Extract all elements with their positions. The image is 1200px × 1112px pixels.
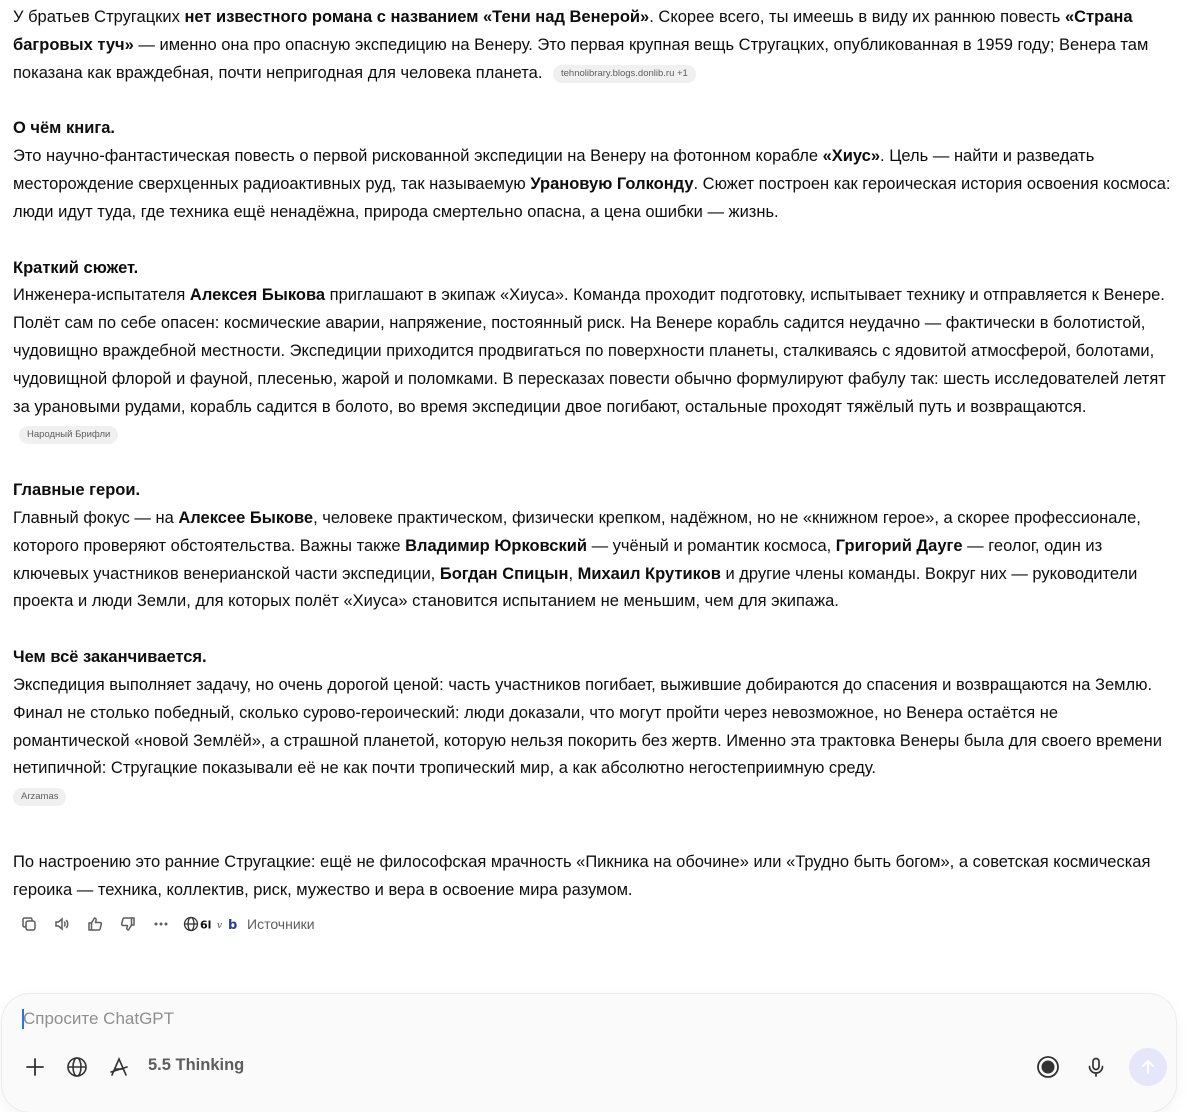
answer-paragraph-intro: [13, 4, 1173, 87]
source-citation-pill[interactable]: tehnolibrary.blogs.donlib.ru +1: [553, 65, 696, 83]
tools-icon: [108, 1056, 130, 1078]
read-aloud-icon: [53, 915, 71, 933]
text: и другие члены команды. Вокруг них — руководители проекта и люди Земли, для которых полёт «Хиуса» становится испытанием не меньшим, чем для экипажа.: [13, 564, 1138, 611]
text: , человеке практическом, физически крепком, надёжном, но не «книжном герое», а скорее профессионале, которого проверяют обстоятельства. Важны также: [13, 508, 1141, 555]
text: ,: [568, 564, 578, 583]
svg-text:6l: 6l: [200, 918, 212, 932]
b-favicon: [227, 916, 241, 932]
section-heading: О чём книга.: [13, 119, 115, 138]
microphone-icon: [1085, 1056, 1107, 1078]
web-search-button[interactable]: [62, 1052, 92, 1082]
plus-icon: [24, 1056, 46, 1078]
message-action-bar: [12, 912, 315, 936]
svg-text:v: v: [217, 921, 223, 931]
text: Главный фокус — на: [13, 508, 179, 527]
more-icon: [152, 915, 170, 933]
bold-text: Богдан Спицын: [439, 564, 569, 583]
section-heading: Краткий сюжет.: [13, 258, 139, 277]
text: По настроению это ранние Стругацкие: ещё не философская мрачность «Пикника на обочине» или «Трудно быть богом», а советская космическая героика — техника, коллектив, риск, мужество и вера в освоение мира разумом.: [13, 852, 1151, 899]
thumbs-down-button[interactable]: [111, 912, 144, 936]
section-heading: Главные герои.: [13, 481, 141, 500]
send-icon: [1139, 1058, 1157, 1076]
text: . Цель — найти и разведать месторождение сверхценных радиоактивных руд, так называемую: [13, 147, 1095, 193]
thumbs-down-icon: [119, 915, 137, 933]
text: Это научно-фантастическая повесть о первой рискованной экспедиции на Венеру на фотонном корабле: [13, 147, 823, 166]
sources-button[interactable]: [183, 916, 315, 932]
model-selector[interactable]: 5.5 Thinking: [148, 1056, 245, 1074]
answer-paragraph-about: [13, 115, 1173, 226]
more-options-button[interactable]: [144, 912, 177, 936]
bold-text: Михаил Крутиков: [577, 564, 721, 583]
dictate-button[interactable]: [1081, 1052, 1111, 1082]
prompt-input[interactable]: [23, 1006, 923, 1032]
voice-mode-button[interactable]: [1033, 1052, 1063, 1082]
answer-paragraph-heroes: [13, 477, 1173, 616]
text: . Сюжет построен как героическая история освоения космоса: люди идут туда, где техника ещё ненадёжна, природа смертельно опасна, а цена ошибки — жизнь.: [13, 174, 1171, 221]
thumbs-up-button[interactable]: [78, 912, 111, 936]
bold-text: нет известного романа с названием «Тени над Венерой»: [184, 8, 650, 26]
text: приглашают в экипаж «Хиуса». Команда проходит подготовку, испытывает технику и отправляется к Венере. Полёт сам по себе опасен: космические аварии, напряжение, постоянный риск. На Венере корабль садится неудачно — фактически в болотистой, чудовищно враждебной местности. Экспедиции приходится продвигаться по поверхности планеты, сталкиваясь с ядовитой атмосферой, болотами, чудовищной флорой и фауной, плесенью, жарой и поломками. В пересказах повести обычно формулируют фабулу так: шесть исследователей летят за урановыми рудами, корабль садится в болото, во время экспедиции двое погибают, остальные проходят тяжёлый путь и возвращаются.: [13, 286, 1166, 416]
6l-favicon: [199, 916, 215, 932]
voice-mode-icon: [1036, 1055, 1060, 1079]
source-citation-pill[interactable]: Народный Брифли: [19, 426, 118, 444]
bold-text: «Хиус»: [822, 147, 881, 166]
add-attachment-button[interactable]: [20, 1052, 50, 1082]
copy-button[interactable]: [12, 912, 45, 936]
copy-icon: [20, 915, 38, 933]
section-heading: Чем всё заканчивается.: [13, 648, 207, 667]
sources-label: Источники: [247, 916, 315, 932]
bold-text: Владимир Юрковский: [405, 536, 588, 555]
tools-button[interactable]: [104, 1052, 134, 1082]
text: . Скорее всего, ты имеешь в виду их раннюю повесть: [649, 8, 1065, 26]
bold-text: Алексее Быкове: [178, 508, 314, 527]
thumbs-up-icon: [86, 915, 104, 933]
text: Экспедиция выполняет задачу, но очень дорогой ценой: часть участников погибает, выжившие добираются до спасения и возвращаются на Землю. Финал не столько победный, сколько сурово-героический: люди доказали, что могут пройти через невозможное, но Венера остаётся не романтической «новой Землёй», а страшной планетой, которую нельзя покорить без жертв. Именно эта трактовка Венеры была для своего времени нетипичной: Стругацкие показывали её не как почти тропический мир, а как абсолютно негостеприимную среду.: [13, 675, 1162, 778]
bold-text: Алексея Быкова: [189, 286, 326, 305]
bold-text: Григорий Дауге: [835, 536, 963, 555]
read-aloud-button[interactable]: [45, 912, 78, 936]
v-favicon: [215, 916, 227, 932]
answer-paragraph-mood: [13, 849, 1173, 905]
globe-icon: [66, 1056, 88, 1078]
answer-paragraph-ending: [13, 644, 1173, 811]
text: — именно она про опасную экспедицию на Венеру. Это первая крупная вещь Стругацких, опубликованная в 1959 году; Венера там показана как враждебная, почти непригодная для человека планета.: [13, 35, 1149, 82]
source-citation-pill[interactable]: Arzamas: [13, 788, 66, 806]
bold-text: «Страна багровых туч»: [13, 8, 1133, 54]
send-button[interactable]: [1129, 1048, 1167, 1086]
svg-text:b: b: [228, 918, 238, 932]
text: — учёный и романтик космоса,: [587, 536, 836, 555]
answer-paragraph-plot: [13, 255, 1173, 450]
text: — геолог, один из ключевых участников венерианской части экспедиции,: [13, 536, 1103, 583]
composer: [2, 994, 1176, 1112]
text: У братьев Стругацких: [13, 8, 185, 26]
assistant-answer: [13, 4, 1173, 905]
globe-icon: [183, 916, 199, 932]
text: Инженера-испытателя: [13, 286, 190, 305]
bold-text: Урановую Голконду: [530, 174, 694, 193]
